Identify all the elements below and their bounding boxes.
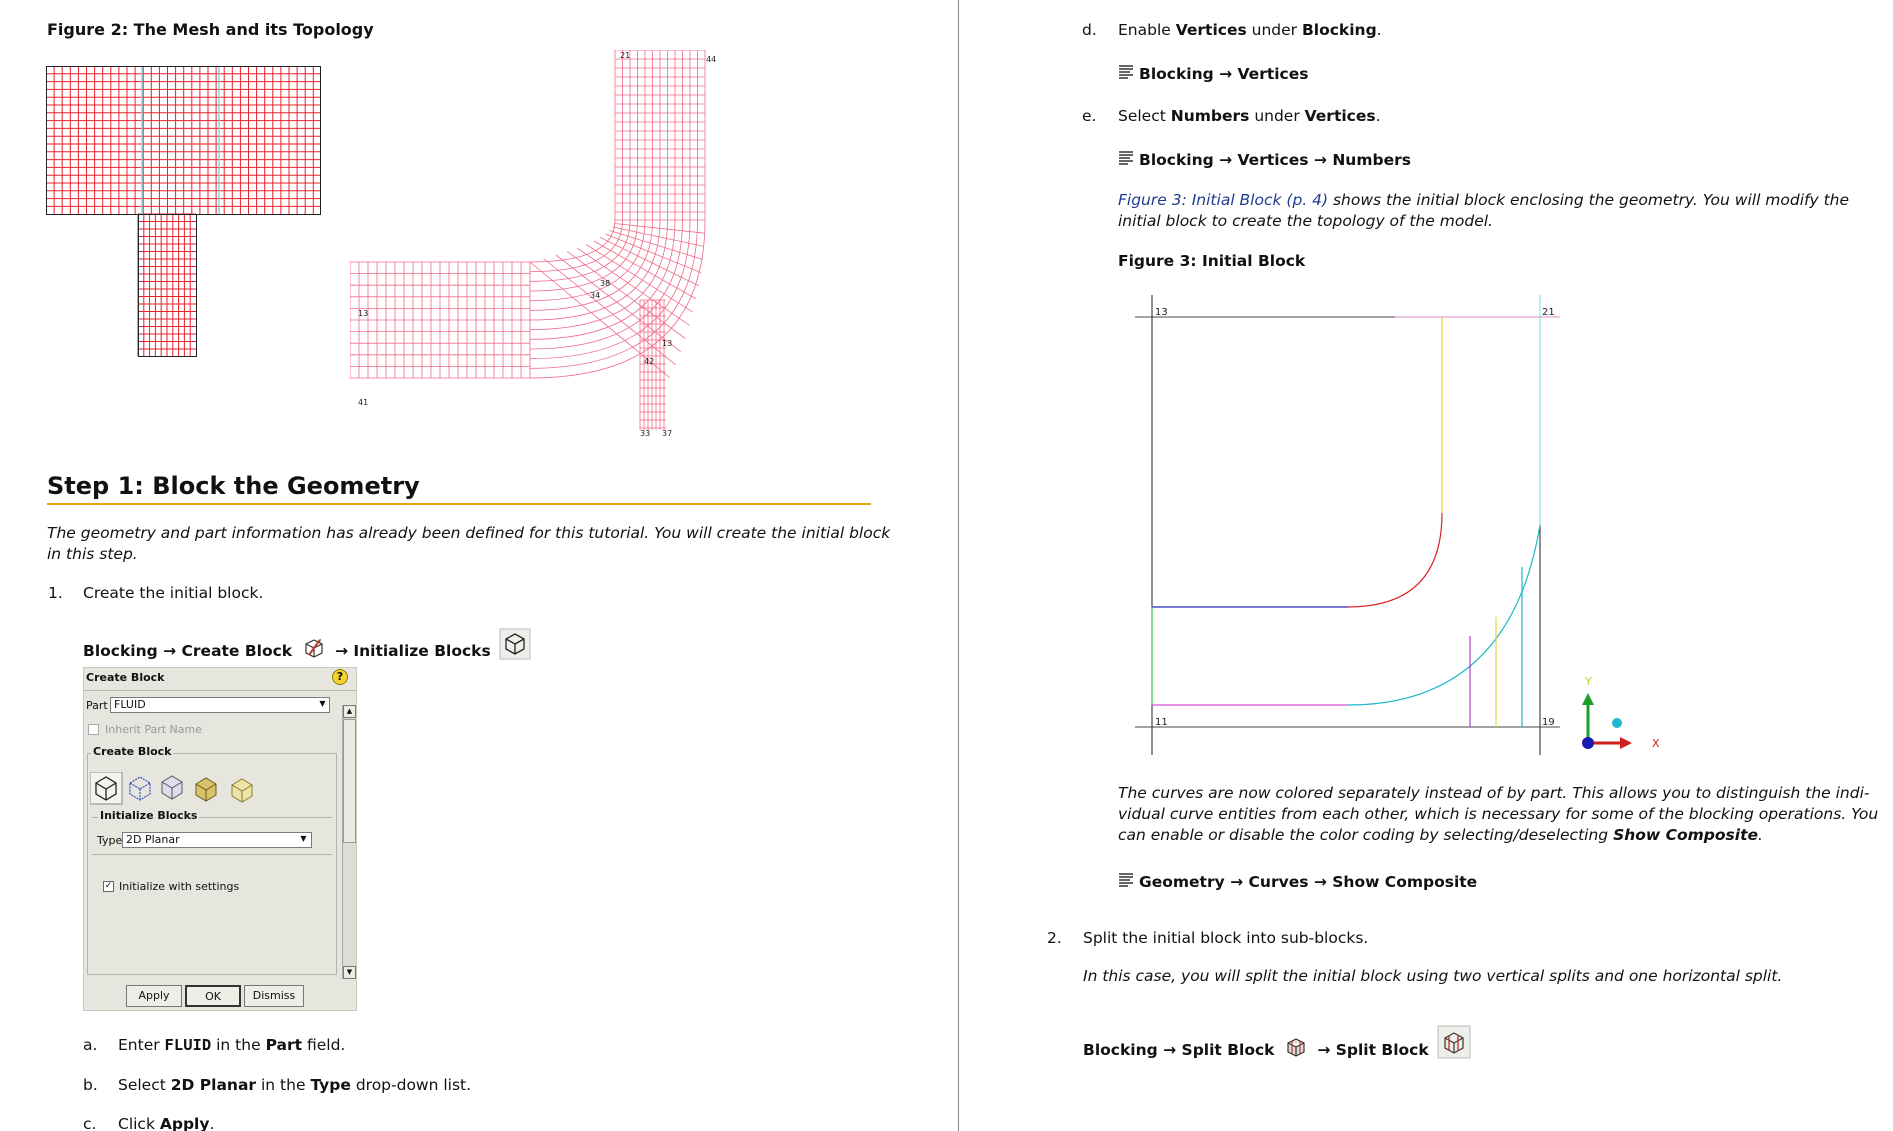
- vertex-label: 21: [1542, 307, 1555, 318]
- init-settings-label: Initialize with settings: [119, 880, 240, 893]
- initial-block-figure: [1130, 295, 1670, 755]
- path-arrow: →: [1163, 1041, 1177, 1059]
- menu-path-split-block: [1083, 1025, 1474, 1060]
- step-intro-line2: in this step.: [47, 545, 138, 563]
- scroll-down-icon[interactable]: ▼: [343, 966, 356, 979]
- dismiss-button[interactable]: Dismiss: [244, 985, 304, 1007]
- vertex-label: 13: [1155, 307, 1168, 318]
- block-solid-icon[interactable]: [196, 778, 216, 801]
- mesh-label: 44: [706, 55, 717, 64]
- list-icon: [1118, 872, 1135, 888]
- mesh-label: 42: [644, 357, 655, 366]
- path-split-block-2[interactable]: Split Block: [1335, 1041, 1429, 1059]
- sub-d-text: Enable Vertices under Blocking.: [1118, 21, 1382, 39]
- sub-d-number: d.: [1082, 21, 1097, 39]
- title-separator: [84, 690, 356, 691]
- axis-triad-icon: [1582, 675, 1660, 750]
- help-icon[interactable]: ?: [332, 669, 348, 685]
- mesh-label: 13: [662, 339, 673, 348]
- create-block-icon[interactable]: [301, 635, 327, 661]
- ok-button[interactable]: OK: [185, 985, 241, 1007]
- type-dropdown-icon[interactable]: ▼: [300, 834, 307, 843]
- elbow-mesh-figure: [350, 50, 730, 440]
- scroll-up-icon[interactable]: ▲: [343, 705, 356, 718]
- path-arrow: →: [1219, 65, 1233, 83]
- path-show-composite[interactable]: Show Composite: [1332, 873, 1478, 891]
- type-separator: [92, 854, 332, 855]
- sub-b-number: b.: [83, 1076, 98, 1094]
- path-arrow: →: [1317, 1041, 1331, 1059]
- item2-number: 2.: [1047, 929, 1062, 947]
- create-block-dialog: [83, 667, 357, 1011]
- vertex-label: 19: [1542, 717, 1555, 728]
- path-blocking[interactable]: Blocking: [1139, 65, 1214, 83]
- list-icon: [1118, 150, 1135, 166]
- dialog-title: Create Block: [86, 671, 165, 684]
- path-initialize-blocks[interactable]: Initialize Blocks: [353, 642, 491, 660]
- block-face-icon[interactable]: [232, 779, 252, 802]
- path-geometry[interactable]: Geometry: [1139, 873, 1225, 891]
- item1-text: Create the initial block.: [83, 584, 264, 602]
- path-arrow: →: [334, 642, 348, 660]
- path-vertices[interactable]: Vertices: [1237, 151, 1309, 169]
- menu-path-numbers: [1118, 150, 1411, 169]
- vertex-label: 11: [1155, 717, 1168, 728]
- sub-b-text: Select 2D Planar in the Type drop-down list.: [118, 1076, 472, 1094]
- mesh-label: 33: [640, 429, 651, 438]
- sub-c-text: Click Apply.: [118, 1115, 215, 1131]
- sub-e-text: Select Numbers under Vertices.: [1118, 107, 1381, 125]
- path-arrow: →: [1313, 151, 1327, 169]
- mesh-label: 21: [620, 51, 631, 60]
- heading-rule: [47, 503, 871, 505]
- axis-x-label: X: [1652, 737, 1660, 750]
- list-icon: [1118, 64, 1135, 80]
- mesh-curve: [530, 220, 698, 368]
- block-type-icons: [90, 772, 270, 806]
- dialog-scrollbar[interactable]: [342, 705, 356, 979]
- init-blocks-label: Initialize Blocks: [100, 809, 198, 822]
- sub-a-number: a.: [83, 1036, 98, 1054]
- item2-text: Split the initial block into sub-blocks.: [1083, 929, 1369, 947]
- part-dropdown-icon[interactable]: ▼: [319, 699, 326, 708]
- block-3d-icon[interactable]: [90, 772, 122, 804]
- init-settings-checkbox[interactable]: ✓: [104, 881, 113, 891]
- path-split-block[interactable]: Split Block: [1181, 1041, 1275, 1059]
- path-arrow: →: [1219, 151, 1233, 169]
- path-arrow: →: [1230, 873, 1244, 891]
- path-vertices[interactable]: Vertices: [1237, 65, 1309, 83]
- path-create-block[interactable]: Create Block: [181, 642, 293, 660]
- menu-path-vertices: [1118, 64, 1309, 83]
- sub-a-text: Enter FLUID in the Part field.: [118, 1036, 346, 1054]
- type-value: 2D Planar: [126, 833, 180, 846]
- initialize-blocks-icon[interactable]: [499, 628, 531, 660]
- path-blocking[interactable]: Blocking: [83, 642, 158, 660]
- apply-button[interactable]: Apply: [126, 985, 182, 1007]
- part-value: FLUID: [114, 698, 146, 711]
- block-2d-icon[interactable]: [130, 777, 150, 800]
- path-blocking[interactable]: Blocking: [1139, 151, 1214, 169]
- figure3-link[interactable]: Figure 3: Initial Block (p. 4): [1118, 191, 1329, 209]
- path-arrow: →: [163, 642, 177, 660]
- item2-note: In this case, you will split the initial block using two vertical splits and one horizontal split.: [1083, 967, 1783, 985]
- step-heading: Step 1: Block the Geometry: [47, 472, 420, 500]
- split-block-icon[interactable]: [1437, 1025, 1471, 1059]
- sub-e-number: e.: [1082, 107, 1097, 125]
- path-curves[interactable]: Curves: [1248, 873, 1309, 891]
- mesh-label: 38: [600, 279, 611, 288]
- mesh-curve: [530, 220, 630, 281]
- type-label: Type: [97, 834, 123, 847]
- menu-path-create-block: [83, 628, 534, 661]
- part-label: Part: [86, 699, 108, 712]
- curves-para-line3: can enable or disable the color coding by selecting/deselecting Show Composite.: [1118, 826, 1763, 844]
- t-mesh-figure: [46, 66, 324, 358]
- type-select[interactable]: [122, 832, 312, 848]
- mesh-line: [556, 255, 681, 352]
- scroll-thumb[interactable]: [343, 719, 356, 843]
- inherit-part-checkbox[interactable]: [88, 724, 99, 735]
- block-surface-icon[interactable]: [162, 776, 182, 799]
- item1-number: 1.: [48, 584, 63, 602]
- curves-para-line1: The curves are now colored separately instead of by part. This allows you to distinguish the indi-: [1118, 784, 1870, 802]
- path-numbers[interactable]: Numbers: [1332, 151, 1411, 169]
- figure2-title: Figure 2: The Mesh and its Topology: [47, 20, 374, 39]
- menu-path-show-composite: [1118, 872, 1477, 891]
- step-intro-line1: The geometry and part information has already been defined for this tutorial. You will create the initial block: [47, 524, 891, 542]
- curves-para-line2: vidual curve entities from each other, which is necessary for some of the blocking operations. You: [1118, 805, 1879, 823]
- path-blocking[interactable]: Blocking: [1083, 1041, 1158, 1059]
- mesh-label: 37: [662, 429, 673, 438]
- fig3-ref-line1: Figure 3: Initial Block (p. 4) shows the initial block enclosing the geometry. You will modify the: [1118, 191, 1850, 209]
- mesh-label: 13: [358, 309, 369, 318]
- mesh-label: 41: [358, 398, 369, 407]
- split-block-icon[interactable]: [1283, 1034, 1309, 1060]
- fig3-ref-line2: initial block to create the topology of the model.: [1118, 212, 1493, 230]
- create-block-group-label: Create Block: [93, 745, 172, 758]
- sub-c-number: c.: [83, 1115, 97, 1131]
- inherit-part-label: Inherit Part Name: [105, 723, 203, 736]
- path-arrow: →: [1313, 873, 1327, 891]
- page-divider: [958, 0, 959, 1131]
- part-select[interactable]: [110, 697, 330, 713]
- mesh-label: 34: [590, 291, 601, 300]
- axis-y-label: Y: [1585, 675, 1592, 688]
- figure3-title: Figure 3: Initial Block: [1118, 252, 1306, 270]
